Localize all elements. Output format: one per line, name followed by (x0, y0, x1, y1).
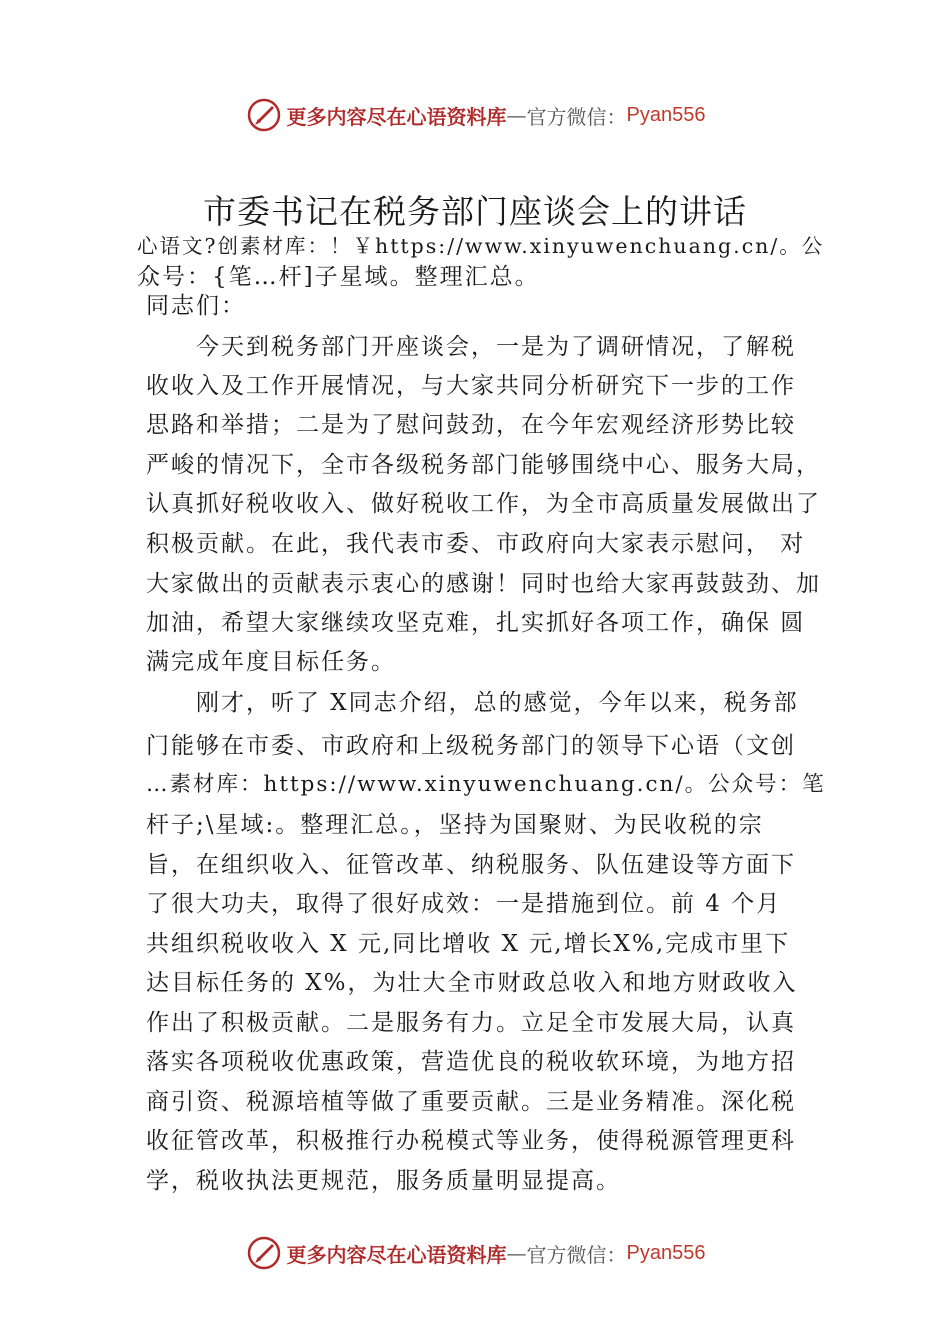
banner-wechat-id: Pyan556 (626, 1241, 706, 1264)
banner-dash: — (506, 1241, 527, 1265)
body-line: 刚才，听了 X同志介绍，总的感觉，今年以来，税务部 (196, 690, 799, 716)
body-line: 了很大功夫，取得了很好成效：一是措施到位。前 4 个月 (146, 891, 782, 917)
header-watermark-banner (0, 93, 950, 137)
body-line: 收收入及工作开展情况，与大家共同分析研究下一步的工作 (146, 373, 796, 399)
banner-wechat-id: Pyan556 (626, 103, 706, 126)
body-line: 认真抓好税收收入、做好税收工作，为全市高质量发展做出了 (146, 491, 821, 517)
banner-wechat-label: 官方微信： (526, 1242, 627, 1267)
document-title: 市委书记在税务部门座谈会上的讲话 (203, 192, 747, 231)
body-line: 共组织税收收入 X 元,同比增收 X 元,增长X%,完成市里下 (146, 931, 791, 957)
body-line: …素材库：https://www.xinyuwenchuang.cn/。公众号：笔 (146, 772, 826, 797)
body-line: 商引资、税源培植等做了重要贡献。三是业务精准。深化税 (146, 1089, 796, 1115)
brand-logo-icon (245, 96, 283, 134)
body-line: 积极贡献。在此，我代表市委、市政府向大家表示慰问， 对 (146, 531, 806, 557)
body-line: 杆子;\星域:。整理汇总。，坚持为国聚财、为民收税的宗 (146, 812, 764, 838)
body-line: 落实各项税收优惠政策，营造优良的税收软环境，为地方招 (146, 1049, 796, 1075)
body-line: 达目标任务的 X%，为壮大全市财政总收入和地方财政收入 (146, 970, 798, 996)
body-line: 旨，在组织收入、征管改革、纳税服务、队伍建设等方面下 (146, 852, 796, 878)
body-line: 思路和举措；二是为了慰问鼓劲，在今年宏观经济形势比较 (146, 412, 796, 438)
banner-dash: — (506, 103, 527, 127)
body-line: 学，税收执法更规范，服务质量明显提高。 (146, 1168, 621, 1194)
body-line: 收征管改革，积极推行办税模式等业务，使得税源管理更科 (146, 1128, 796, 1154)
body-line: 严峻的情况下，全市各级税务部门能够围绕中心、服务大局， (146, 452, 821, 478)
footer-watermark-banner (0, 1231, 950, 1275)
body-line: 作出了积极贡献。二是服务有力。立足全市发展大局，认真 (146, 1010, 796, 1036)
body-line: 今天到税务部门开座谈会，一是为了调研情况，了解税 (196, 334, 796, 360)
banner-brand-text: 更多内容尽在心语资料库 (286, 104, 507, 129)
body-line: 加油，希望大家继续攻坚克难，扎实抓好各项工作，确保 圆 (146, 610, 806, 636)
body-line: 同志们： (146, 293, 246, 319)
body-line: 门能够在市委、市政府和上级税务部门的领导下心语（文创 (146, 733, 796, 759)
brand-logo-icon (245, 1234, 283, 1272)
body-line: 满完成年度目标任务。 (146, 649, 396, 675)
body-line: 众号：{笔…杆]子星域。整理汇总。 (137, 264, 540, 290)
banner-wechat-label: 官方微信： (526, 104, 627, 129)
banner-brand-text: 更多内容尽在心语资料库 (286, 1242, 507, 1267)
body-line: 心语文?创素材库：！￥https://www.xinyuwenchuang.cn/。公 (137, 234, 825, 258)
body-line: 大家做出的贡献表示衷心的感谢！同时也给大家再鼓鼓劲、加 (146, 571, 821, 597)
